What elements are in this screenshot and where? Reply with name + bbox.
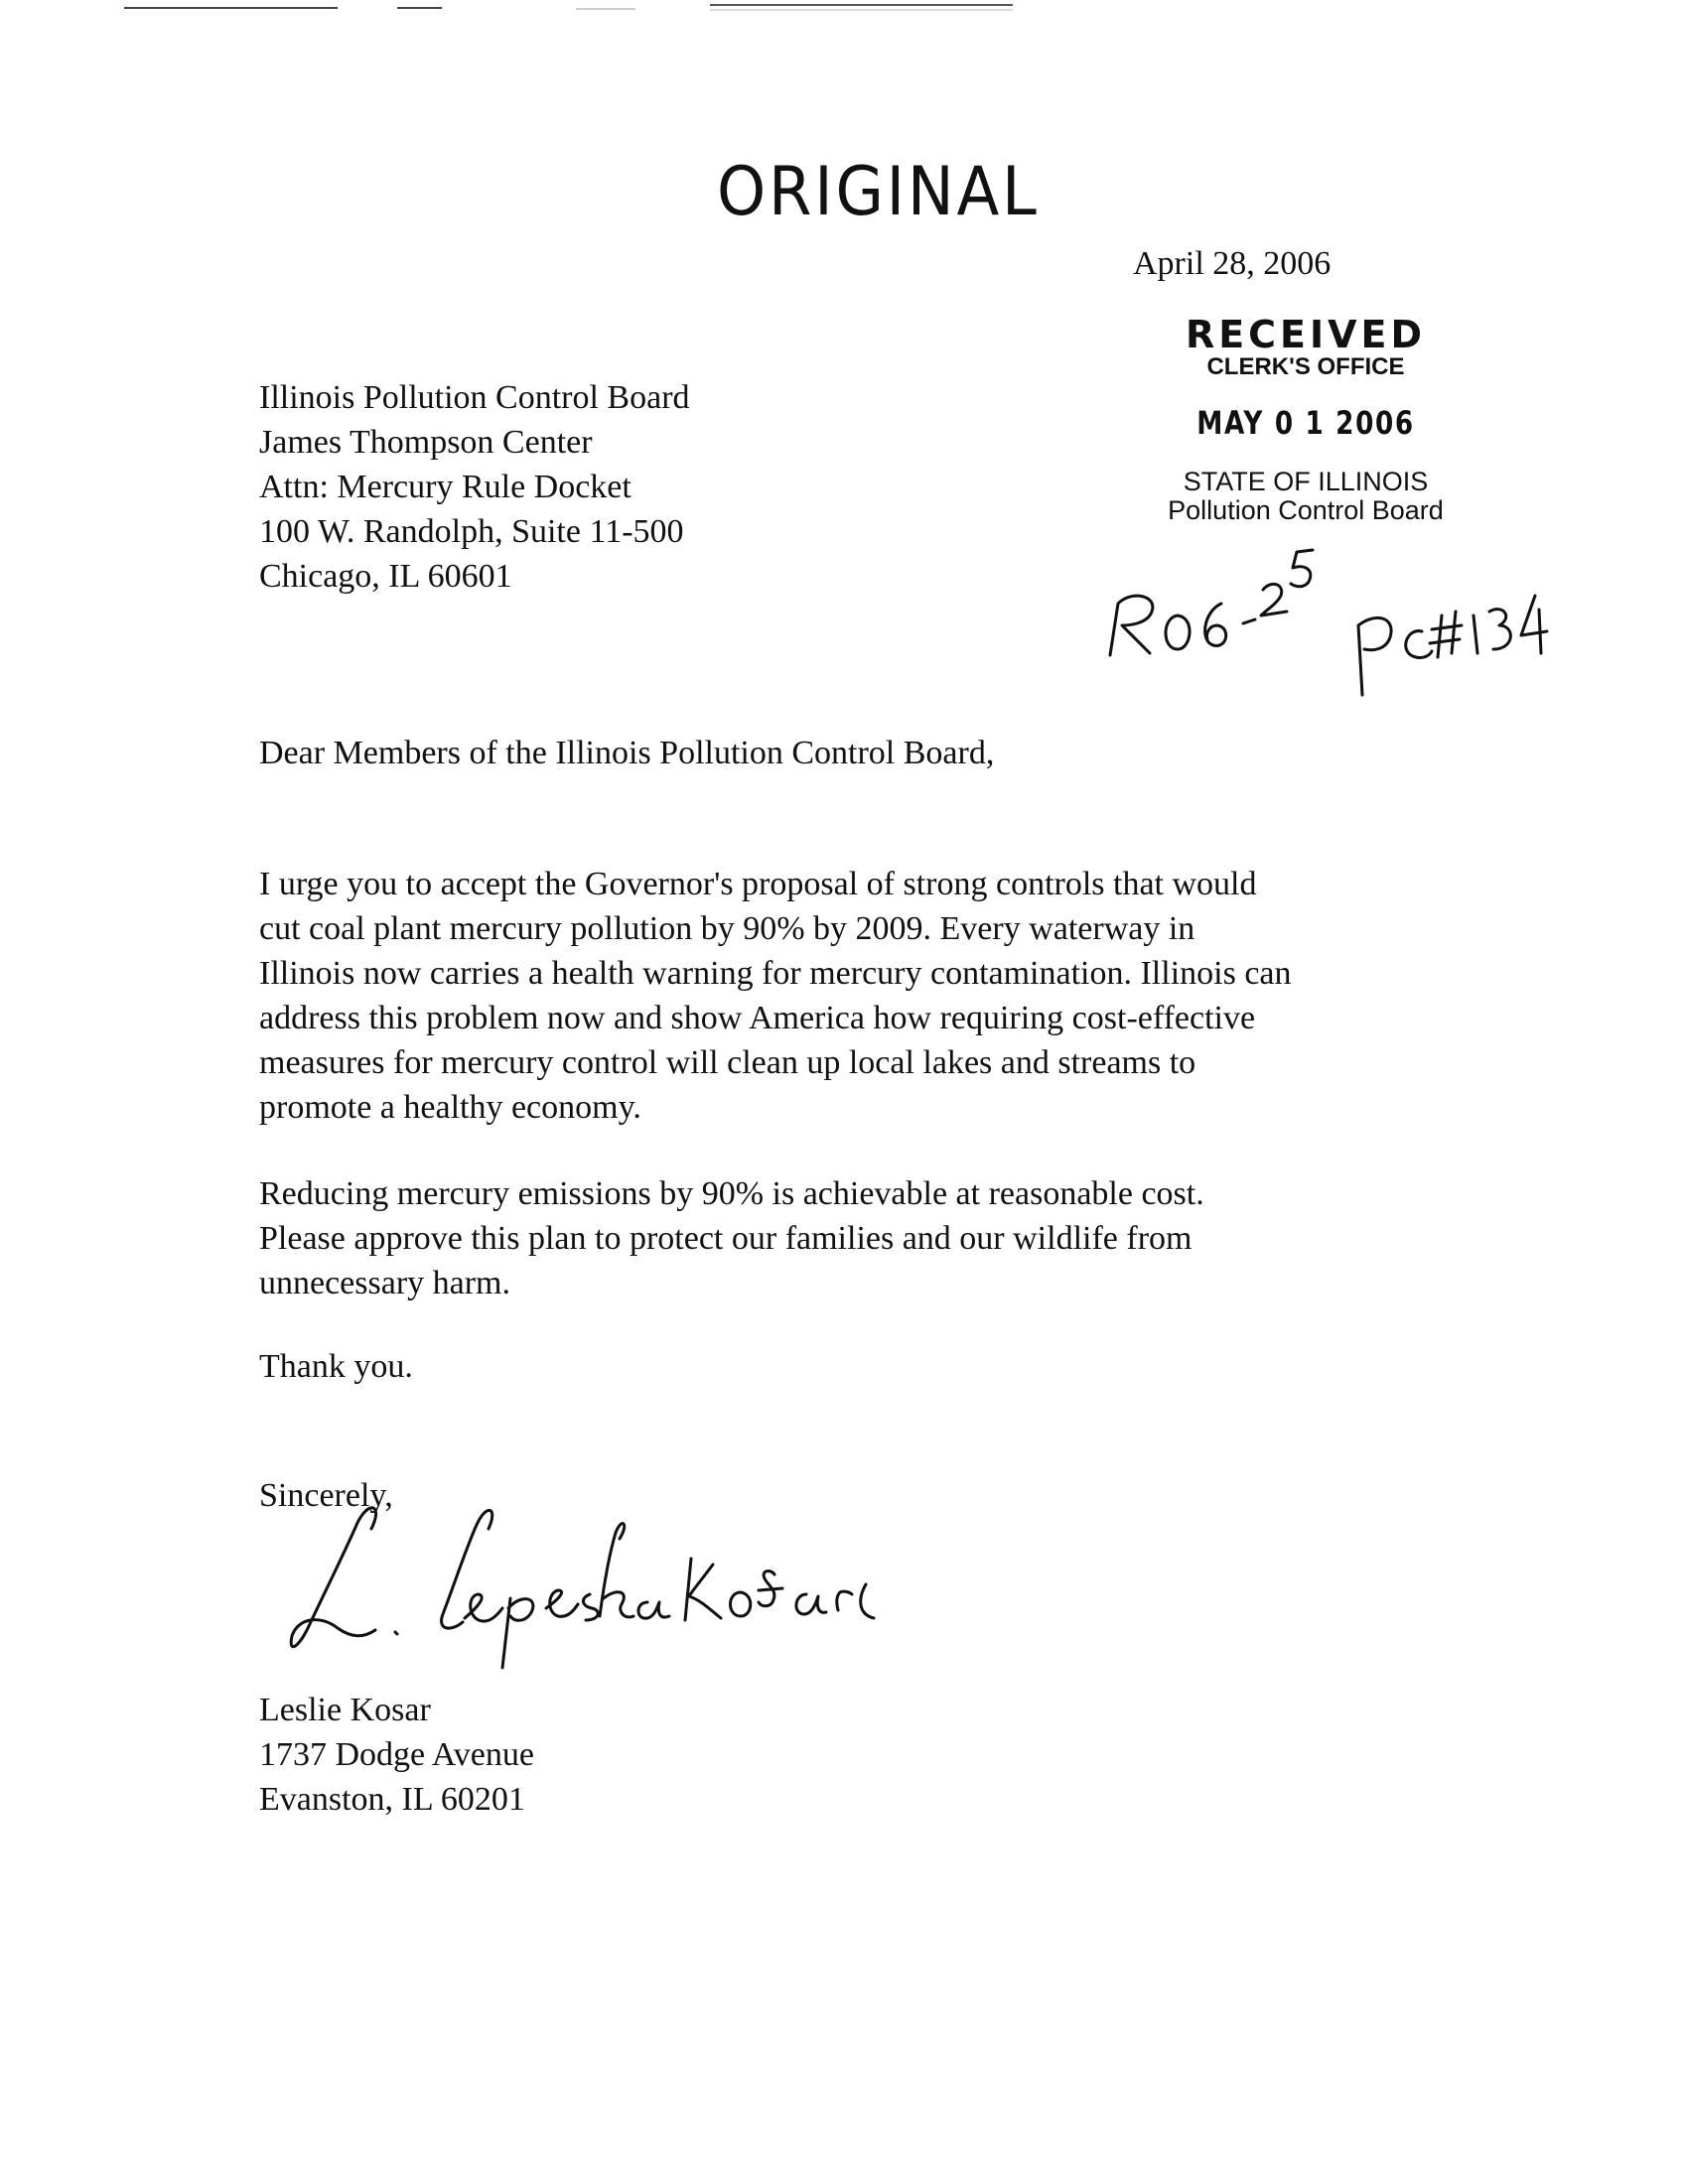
handwritten-docket-annotation [1092, 546, 1549, 715]
received-stamp [1142, 313, 1470, 525]
recipient-line: 100 W. Randolph, Suite 11-500 [259, 513, 684, 550]
received-stamp-state: STATE OF ILLINOIS [1183, 467, 1429, 496]
received-stamp-date: MAY 0 1 2006 [1196, 404, 1415, 442]
sender-line: Leslie Kosar [259, 1692, 431, 1728]
paragraph-line: unnecessary harm. [259, 1265, 511, 1301]
scan-artifact-lines [0, 0, 1684, 20]
salutation: Dear Members of the Illinois Pollution Control Board, [259, 735, 995, 771]
sender-line: 1737 Dodge Avenue [259, 1736, 534, 1773]
recipient-line: James Thompson Center [259, 424, 593, 461]
received-stamp-board: Pollution Control Board [1168, 495, 1444, 525]
paragraph-line: measures for mercury control will clean up local lakes and streams to [259, 1044, 1196, 1081]
recipient-line: Attn: Mercury Rule Docket [259, 469, 632, 505]
paragraph-line: cut coal plant mercury pollution by 90% by 2009. Every waterway in [259, 910, 1195, 947]
letter-date: April 28, 2006 [1133, 245, 1332, 282]
paragraph-line: promote a healthy economy. [259, 1089, 641, 1126]
paragraph-line: I urge you to accept the Governor's proposal of strong controls that would [259, 866, 1257, 902]
received-stamp-title: RECEIVED [1185, 313, 1427, 356]
handwritten-signature [284, 1499, 880, 1688]
sender-address [259, 1688, 534, 1822]
recipient-line: Illinois Pollution Control Board [259, 379, 690, 416]
paragraph-line: address this problem now and show America how requiring cost-effective [259, 1000, 1256, 1036]
recipient-address [259, 375, 690, 599]
body-paragraph-1 [259, 862, 1490, 1130]
paragraph-line: Illinois now carries a health warning for mercury contamination. Illinois can [259, 955, 1292, 992]
received-stamp-clerks-office: CLERK'S OFFICE [1206, 353, 1405, 380]
original-stamp: ORIGINAL [717, 153, 1040, 231]
closing: Sincerely, [259, 1477, 393, 1514]
sender-line: Evanston, IL 60201 [259, 1781, 525, 1818]
thank-you: Thank you. [259, 1348, 413, 1385]
body-paragraph-2 [259, 1171, 1490, 1305]
paragraph-line: Reducing mercury emissions by 90% is achievable at reasonable cost. [259, 1175, 1204, 1212]
recipient-line: Chicago, IL 60601 [259, 558, 512, 595]
paragraph-line: Please approve this plan to protect our families and our wildlife from [259, 1220, 1193, 1257]
